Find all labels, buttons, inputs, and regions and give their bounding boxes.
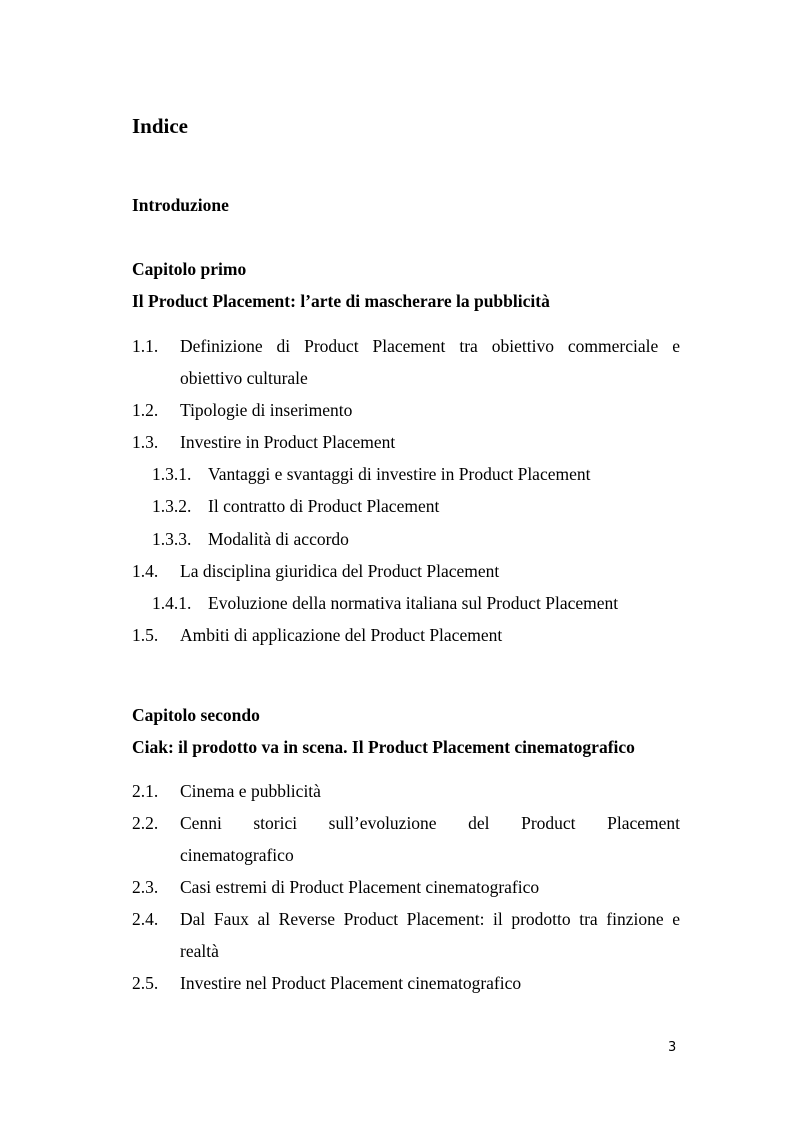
toc-entry-1-3-2 bbox=[132, 490, 680, 522]
toc-number: 1.3.1. bbox=[152, 464, 192, 484]
toc-entry-1-3-3 bbox=[132, 523, 680, 555]
chapter-1-title: Il Product Placement: l’arte di mascherare la pubblicità bbox=[132, 291, 550, 311]
toc-entry-1-3-1 bbox=[132, 458, 680, 490]
toc-entry-1-3 bbox=[132, 426, 680, 458]
toc-entry-2-2 bbox=[132, 807, 680, 839]
toc-number: 2.2. bbox=[132, 813, 159, 833]
toc-number: 1.2. bbox=[132, 400, 159, 420]
toc-entry-1-2 bbox=[132, 394, 680, 426]
toc-entry-1-4-1 bbox=[132, 587, 680, 619]
page-number: 3 bbox=[668, 1040, 677, 1055]
toc-text: Cinema e pubblicità bbox=[180, 781, 321, 801]
toc-text: Il contratto di Product Placement bbox=[208, 496, 440, 516]
toc-text: Evoluzione della normativa italiana sul Product Placement bbox=[208, 593, 619, 613]
toc-text: Vantaggi e svantaggi di investire in Product Placement bbox=[208, 464, 591, 484]
index-title: Indice bbox=[132, 114, 189, 138]
toc-entry-1-1 bbox=[132, 330, 680, 362]
toc-number: 1.5. bbox=[132, 625, 159, 645]
toc-number: 2.3. bbox=[132, 877, 159, 897]
toc-text: Definizione di Product Placement tra obiettivo commerciale e bbox=[180, 336, 680, 356]
toc-text-continued: obiettivo culturale bbox=[180, 368, 308, 388]
toc-number: 2.1. bbox=[132, 781, 159, 801]
toc-entry-2-5 bbox=[132, 967, 680, 999]
toc-entry-1-5 bbox=[132, 619, 680, 651]
toc-number: 1.3.2. bbox=[152, 496, 192, 516]
chapter-2-label: Capitolo secondo bbox=[132, 705, 260, 725]
toc-text: Ambiti di applicazione del Product Placement bbox=[180, 625, 503, 645]
toc-text: Investire nel Product Placement cinematografico bbox=[180, 973, 522, 993]
toc-text: Investire in Product Placement bbox=[180, 432, 396, 452]
toc-text: Cenni storici sull’evoluzione del Product Placement bbox=[180, 813, 680, 833]
toc-number: 1.3.3. bbox=[152, 529, 192, 549]
toc-number: 1.4.1. bbox=[152, 593, 192, 613]
introduction-heading: Introduzione bbox=[132, 195, 229, 215]
toc-number: 2.4. bbox=[132, 909, 159, 929]
toc-entry-2-3 bbox=[132, 871, 680, 903]
toc-text-continued: realtà bbox=[180, 941, 219, 961]
toc-number: 1.3. bbox=[132, 432, 159, 452]
toc-text-continued: cinematografico bbox=[180, 845, 294, 865]
toc-text: La disciplina giuridica del Product Placement bbox=[180, 561, 500, 581]
toc-entry-2-2-continued bbox=[132, 839, 680, 871]
toc-number: 1.1. bbox=[132, 336, 159, 356]
toc-number: 2.5. bbox=[132, 973, 159, 993]
toc-text: Casi estremi di Product Placement cinematografico bbox=[180, 877, 540, 897]
toc-text: Modalità di accordo bbox=[208, 529, 349, 549]
chapter-1-label: Capitolo primo bbox=[132, 259, 247, 279]
toc-entry-2-4 bbox=[132, 903, 680, 935]
toc-entry-1-1-continued bbox=[132, 362, 680, 394]
toc-text: Dal Faux al Reverse Product Placement: il prodotto tra finzione e bbox=[180, 909, 680, 929]
chapter-2-title: Ciak: il prodotto va in scena. Il Product Placement cinematografico bbox=[132, 737, 635, 757]
toc-entry-1-4 bbox=[132, 555, 680, 587]
toc-text: Tipologie di inserimento bbox=[180, 400, 353, 420]
toc-entry-2-4-continued bbox=[132, 935, 680, 967]
toc-number: 1.4. bbox=[132, 561, 159, 581]
toc-entry-2-1 bbox=[132, 775, 680, 807]
